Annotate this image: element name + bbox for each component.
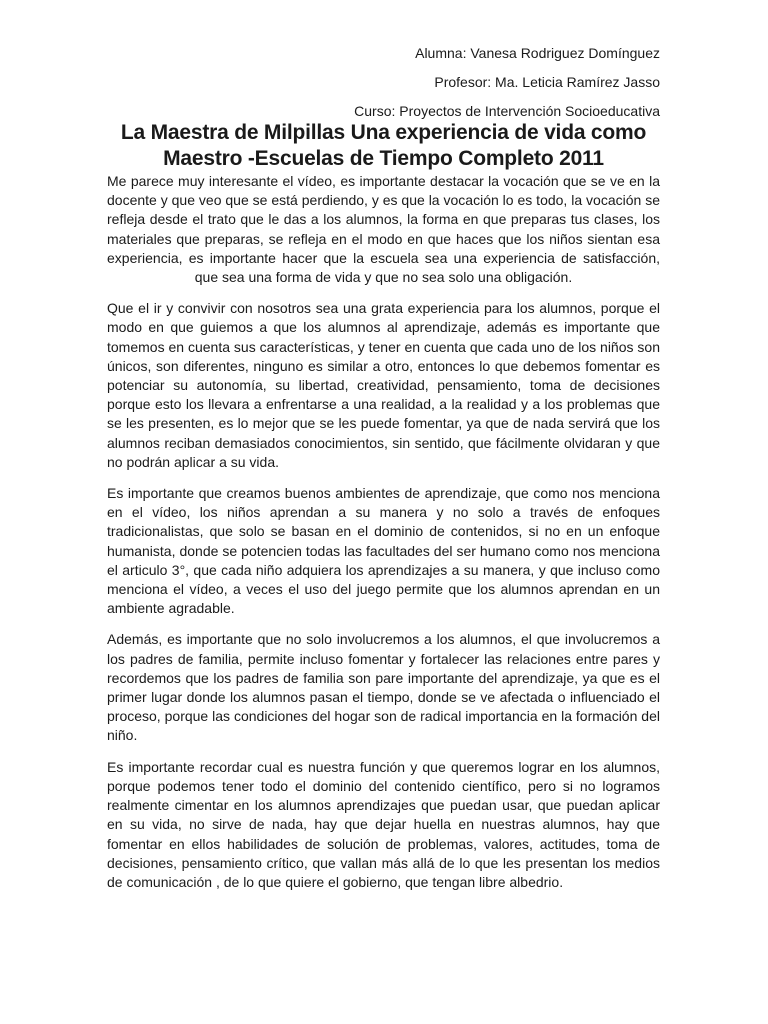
paragraph-3: Es importante que creamos buenos ambientes de aprendizaje, que como nos menciona en el vídeo, los niños aprendan a su manera y no solo a través de enfoques tradicionalistas, que solo se basan en el dominio de contenidos, si no en un enfoque humanista, donde se potencien todas las facultades del ser humano como nos menciona el articulo 3°, que cada niño adquiera los aprendizajes a su manera, y que incluso como menciona el vídeo, a veces el uso del juego permite que los alumnos aprendan en un ambiente agradable. <box>107 485 660 617</box>
paragraph-5: Es importante recordar cual es nuestra función y que queremos lograr en los alumnos, porque podemos tener todo el dominio del contenido científico, pero si no logramos realmente cimentar en los alumnos aprendizajes que puedan usar, que puedan aplicar en su vida, no sirve de nada, hay que dejar huella en nuestras alumnos, hay que fomentar en ellos habilidades de solución de problemas, valores, actitudes, toma de decisiones, pensamiento crítico, que vallan más allá de lo que les presentan los medios de comunicación , de lo que quiere el gobierno, que tengan libre albedrio. <box>107 758 660 890</box>
student-name: Alumna: Vanesa Rodriguez Domínguez <box>415 45 660 61</box>
document-header <box>107 45 660 120</box>
document-title: La Maestra de Milpillas Una experiencia de vida como Maestro -Escuelas de Tiempo Completo 2011 <box>120 121 647 170</box>
paragraph-2: Que el ir y convivir con nosotros sea una grata experiencia para los alumnos, porque el modo en que guiemos a que los alumnos al aprendizaje, además es importante que tomemos en cuenta sus características, y tener en cuenta que cada uno de los niños son únicos, son diferentes, ninguno es similar a otro, entonces lo que debemos fomentar es potenciar su autonomía, su libertad, creatividad, pensamiento, toma de decisiones porque esto los llevara a enfrentarse a una realidad, a la realidad y a los problemas que se les presenten, es lo mejor que se les puede fomentar, ya que de nada servirá que los alumnos reciban demasiados conocimientos, sin sentido, que fácilmente olvidaran y que no podrán aplicar a su vida. <box>107 300 660 470</box>
paragraph-4: Además, es importante que no solo involucremos a los alumnos, el que involucremos a los padres de familia, permite incluso fomentar y fortalecer las relaciones entre pares y recordemos que los padres de familia son pare importante del aprendizaje, ya que es el primer lugar donde los alumnos pasan el tiempo, donde se ve afectada o influenciado el proceso, porque las condiciones del hogar son de radical importancia en la formación del niño. <box>107 631 660 744</box>
document-body <box>107 172 660 892</box>
teacher-name: Profesor: Ma. Leticia Ramírez Jasso <box>434 74 660 90</box>
paragraph-1: Me parece muy interesante el vídeo, es importante destacar la vocación que se ve en la docente y que veo que se está perdiendo, y es que la vocación lo es todo, la vocación se refleja desde el trato que le das a los alumnos, la forma en que preparas tus clases, los materiales que preparas, se refleja en el modo en que haces que los niños sientan esa experiencia, es importante hacer que la escuela sea una experiencia de satisfacción, que sea una forma de vida y que no sea solo una obligación. <box>107 173 660 286</box>
course-name: Curso: Proyectos de Intervención Socioeducativa <box>354 103 660 119</box>
document-page <box>107 0 660 1024</box>
